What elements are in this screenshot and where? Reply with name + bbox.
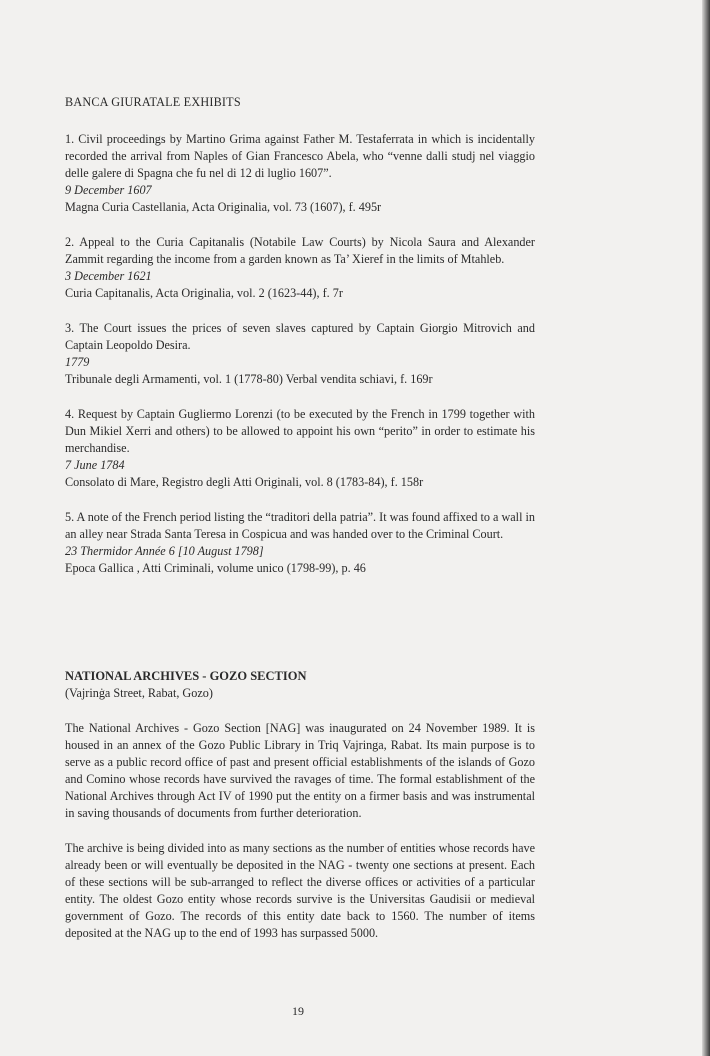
exhibit-item <box>65 406 535 491</box>
exhibit-text: 2. Appeal to the Curia Capitanalis (Notabile Law Courts) by Nicola Saura and Alexander Zammit regarding the income from a garden known as Ta’ Xieref in the limits of Mtahleb. <box>65 235 535 266</box>
exhibit-source: Epoca Gallica , Atti Criminali, volume unico (1798-99), p. 46 <box>65 561 366 575</box>
section-heading: NATIONAL ARCHIVES - GOZO SECTION <box>65 669 307 683</box>
exhibit-source: Consolato di Mare, Registro degli Atti Originali, vol. 8 (1783-84), f. 158r <box>65 475 424 489</box>
exhibit-text: 3. The Court issues the prices of seven slaves captured by Captain Giorgio Mitrovich and Captain Leopoldo Desira. <box>65 321 535 352</box>
page-number: 19 <box>292 1004 304 1018</box>
body-paragraph: The archive is being divided into as many sections as the number of entities whose records have already been or will eventually be deposited in the NAG - twenty one sections at present. Each of these sections will be sub-arranged to reflect the diverse offices or activities of a particular entity. The oldest Gozo entity whose records survive is the Universitas Gaudisii or medieval government of Gozo. The records of this entity date back to 1560. The number of items deposited at the NAG up to the end of 1993 has surpassed 5000. <box>65 841 535 940</box>
exhibit-date: 9 December 1607 <box>65 183 152 197</box>
section-heading: BANCA GIURATALE EXHIBITS <box>65 95 241 109</box>
exhibit-text: 1. Civil proceedings by Martino Grima against Father M. Testaferrata in which is incidentally recorded the arrival from Naples of Gian Francesco Abela, who “venne dalli studj nel viaggio delle galere di Spagna che fu nel di 12 di luglio 1607”. <box>65 132 535 180</box>
exhibit-item <box>65 131 535 216</box>
exhibit-text: 4. Request by Captain Gugliermo Lorenzi (to be executed by the French in 1799 together with Dun Mikiel Xerri and others) to be allowed to appoint his own “perito” in order to estimate his merchandise. <box>65 407 535 455</box>
exhibit-date: 3 December 1621 <box>65 269 152 283</box>
exhibit-source: Tribunale degli Armamenti, vol. 1 (1778-80) Verbal vendita schiavi, f. 169r <box>65 372 433 386</box>
section-subheading: (Vajrinġa Street, Rabat, Gozo) <box>65 686 213 700</box>
exhibit-item <box>65 320 535 388</box>
banca-section <box>65 94 535 595</box>
gozo-section <box>65 668 535 960</box>
page-edge-shadow <box>702 0 710 1056</box>
exhibit-text: 5. A note of the French period listing the “traditori della patria”. It was found affixed to a wall in an alley near Strada Santa Teresa in Cospicua and was handed over to the Criminal Court. <box>65 510 535 541</box>
exhibit-item <box>65 234 535 302</box>
exhibit-date: 7 June 1784 <box>65 458 125 472</box>
exhibit-source: Curia Capitanalis, Acta Originalia, vol. 2 (1623-44), f. 7r <box>65 286 343 300</box>
exhibit-date: 23 Thermidor Année 6 [10 August 1798] <box>65 544 264 558</box>
exhibit-source: Magna Curia Castellania, Acta Originalia, vol. 73 (1607), f. 495r <box>65 200 382 214</box>
exhibit-item <box>65 509 535 577</box>
exhibit-date: 1779 <box>65 355 90 369</box>
body-paragraph: The National Archives - Gozo Section [NAG] was inaugurated on 24 November 1989. It is housed in an annex of the Gozo Public Library in Triq Vajringa, Rabat. Its main purpose is to serve as a public record office of past and present official establishments of the islands of Gozo and Comino whose records have survived the ravages of time. The formal establishment of the National Archives through Act IV of 1990 put the entity on a firmer basis and was instrumental in saving thousands of documents from further deterioration. <box>65 721 535 820</box>
